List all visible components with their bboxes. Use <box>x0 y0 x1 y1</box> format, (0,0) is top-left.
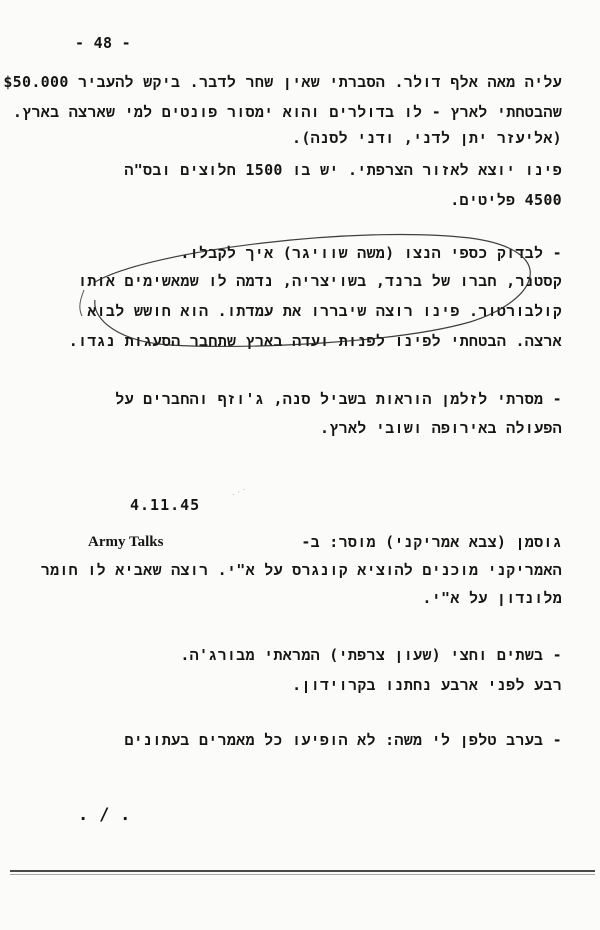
text-line-12: גוסמן (צבא אמריקני) מוסר: ב- <box>301 533 562 551</box>
text-line-4: פינו יוצא לאזור הצרפתי. יש בו 1500 חלוצים ובס"ה <box>124 161 562 179</box>
text-line-6: - לבדוק כספי הנצו (משה שוויגר) איך לקבלו. <box>180 244 562 262</box>
text-line-11: הפעולה באירופה ושובי לארץ. <box>320 419 562 437</box>
text-line-16: רבע לפני ארבע נחתנו בקרוידון. <box>292 676 562 694</box>
text-line-8: קולבורטור. פינו רוצה שיבררו את עמדתו. הוא חושש לבוא <box>87 302 562 320</box>
text-line-14: מלונדון על א"י. <box>422 589 562 607</box>
text-line-5: 4500 פליטים. <box>450 191 562 209</box>
text-line-7: קסטנר, חברו של ברנד, בשויצריה, נדמה לו שמאשימים אותו <box>78 272 562 290</box>
text-line-9: ארצה. הבטחתי לפינו לפנות ועדה בארץ שתחבר הסעגות נגדו. <box>68 332 562 350</box>
text-line-1: עליה מאה אלף דולר. הסברתי שאין שחר לדבר. ביקש להעביר $50.000 <box>3 73 562 91</box>
entry-date: 4.11.45 <box>130 496 201 514</box>
text-line-17: - בערב טלפן לי משה: לא הופיעו כל מאמרים בעתונים <box>124 731 562 749</box>
text-line-15: - בשתים וחצי (שעון צרפתי) המראתי מבורג'ה. <box>180 646 562 664</box>
faint-mark: · · · <box>230 485 248 501</box>
text-line-3: (אליעזר יתן לדני, ודני לסנה). <box>292 129 562 147</box>
army-talks-text: Army Talks <box>88 534 164 550</box>
text-line-13: האמריקני מוכנים להוציא קונגרס על א"י. רוצה שאביא לו חומר <box>40 561 562 579</box>
page-number: - 48 - <box>75 34 131 52</box>
text-line-10: - מסרתי לזלמן הוראות בשביל סנה, ג'וזף והחברים על <box>115 390 562 408</box>
bottom-rule <box>10 870 595 872</box>
text-line-2: שהבטחתי לארץ - לו בדולרים והוא ימסור פונטים למי שארצה בארץ. <box>12 103 562 121</box>
end-mark: . / . <box>78 805 131 825</box>
bottom-rule-shadow <box>10 874 595 875</box>
